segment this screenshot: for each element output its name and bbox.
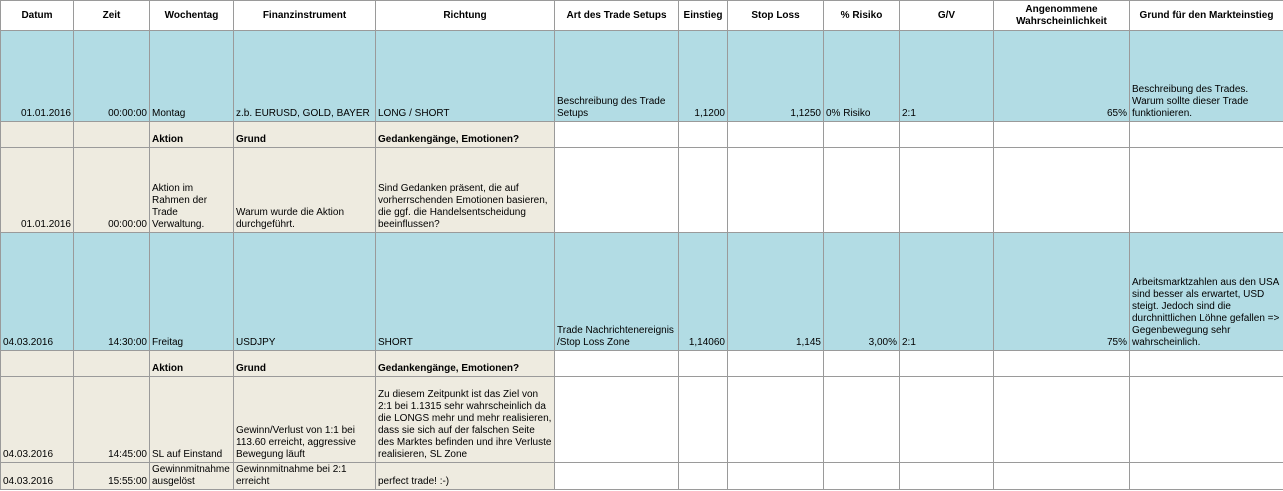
cell-gv[interactable]: 2:1: [900, 233, 994, 351]
cell-stop-loss[interactable]: 1,1250: [728, 31, 824, 122]
cell-wochentag[interactable]: Montag: [150, 31, 234, 122]
subheader-row: [1, 351, 1283, 377]
cell-grund[interactable]: Gewinn/Verlust von 1:1 bei 113.60 erreicht, aggressive Bewegung läuft: [234, 377, 376, 463]
cell-gedanken[interactable]: perfect trade! :-): [376, 463, 555, 490]
cell-empty[interactable]: [824, 351, 900, 377]
cell-datum[interactable]: 04.03.2016: [1, 377, 74, 463]
cell-empty[interactable]: [994, 377, 1130, 463]
cell-empty[interactable]: [900, 463, 994, 490]
header-setup[interactable]: Art des Trade Setups: [555, 1, 679, 31]
cell-empty[interactable]: [900, 148, 994, 233]
cell-datum[interactable]: 04.03.2016: [1, 233, 74, 351]
subheader-aktion[interactable]: Aktion: [150, 122, 234, 148]
action-row: [1, 463, 1283, 490]
cell-zeit[interactable]: 00:00:00: [74, 148, 150, 233]
cell-empty[interactable]: [1, 122, 74, 148]
subheader-grund[interactable]: Grund: [234, 351, 376, 377]
cell-stop-loss[interactable]: 1,145: [728, 233, 824, 351]
header-stop-loss[interactable]: Stop Loss: [728, 1, 824, 31]
cell-wahrscheinlichkeit[interactable]: 75%: [994, 233, 1130, 351]
cell-datum[interactable]: 04.03.2016: [1, 463, 74, 490]
cell-empty[interactable]: [555, 122, 679, 148]
cell-zeit[interactable]: 00:00:00: [74, 31, 150, 122]
cell-einstieg[interactable]: 1,1200: [679, 31, 728, 122]
header-richtung[interactable]: Richtung: [376, 1, 555, 31]
cell-risiko[interactable]: 0% Risiko: [824, 31, 900, 122]
cell-empty[interactable]: [728, 377, 824, 463]
cell-aktion[interactable]: SL auf Einstand: [150, 377, 234, 463]
header-wahrscheinlichkeit[interactable]: Angenommene Wahrscheinlichkeit: [994, 1, 1130, 31]
header-finanzinstrument[interactable]: Finanzinstrument: [234, 1, 376, 31]
cell-setup[interactable]: Beschreibung des Trade Setups: [555, 31, 679, 122]
trade-row: [1, 233, 1283, 351]
cell-zeit[interactable]: 15:55:00: [74, 463, 150, 490]
header-gv[interactable]: G/V: [900, 1, 994, 31]
header-zeit[interactable]: Zeit: [74, 1, 150, 31]
cell-empty[interactable]: [728, 122, 824, 148]
cell-empty[interactable]: [728, 148, 824, 233]
cell-empty[interactable]: [1130, 377, 1283, 463]
trade-row: [1, 31, 1283, 122]
cell-empty[interactable]: [1130, 122, 1283, 148]
header-wochentag[interactable]: Wochentag: [150, 1, 234, 31]
cell-empty[interactable]: [1130, 351, 1283, 377]
header-risiko[interactable]: % Risiko: [824, 1, 900, 31]
cell-empty[interactable]: [679, 377, 728, 463]
cell-empty[interactable]: [74, 351, 150, 377]
cell-empty[interactable]: [824, 148, 900, 233]
cell-richtung[interactable]: SHORT: [376, 233, 555, 351]
cell-grund[interactable]: Beschreibung des Trades. Warum sollte dieser Trade funktionieren.: [1130, 31, 1283, 122]
cell-gv[interactable]: 2:1: [900, 31, 994, 122]
cell-empty[interactable]: [824, 377, 900, 463]
subheader-grund[interactable]: Grund: [234, 122, 376, 148]
cell-empty[interactable]: [900, 122, 994, 148]
cell-empty[interactable]: [1130, 463, 1283, 490]
action-row: [1, 377, 1283, 463]
cell-gedanken[interactable]: Zu diesem Zeitpunkt ist das Ziel von 2:1 bei 1.1315 sehr wahrscheinlich da die LONGS mehr und mehr realisieren, dass sie sich auf der falschen Seite des Marktes befinden und ihre Verluste realisieren, SL Zone: [376, 377, 555, 463]
cell-wochentag[interactable]: Freitag: [150, 233, 234, 351]
cell-empty[interactable]: [1, 351, 74, 377]
cell-empty[interactable]: [994, 122, 1130, 148]
cell-einstieg[interactable]: 1,14060: [679, 233, 728, 351]
cell-datum[interactable]: 01.01.2016: [1, 31, 74, 122]
cell-empty[interactable]: [728, 463, 824, 490]
cell-empty[interactable]: [728, 351, 824, 377]
cell-empty[interactable]: [679, 122, 728, 148]
subheader-row: [1, 122, 1283, 148]
cell-grund[interactable]: Arbeitsmarktzahlen aus den USA sind besser als erwartet, USD steigt. Jedoch sind die durchnittlichen Löhne gefallen => Gegenbewegung sehr wahrscheinlich.: [1130, 233, 1283, 351]
cell-instrument[interactable]: z.b. EURUSD, GOLD, BAYER: [234, 31, 376, 122]
cell-zeit[interactable]: 14:30:00: [74, 233, 150, 351]
cell-empty[interactable]: [74, 122, 150, 148]
cell-empty[interactable]: [555, 463, 679, 490]
cell-empty[interactable]: [679, 463, 728, 490]
cell-aktion[interactable]: Gewinnmitnahme ausgelöst: [150, 463, 234, 490]
cell-datum[interactable]: 01.01.2016: [1, 148, 74, 233]
action-row: [1, 148, 1283, 233]
cell-empty[interactable]: [824, 122, 900, 148]
cell-empty[interactable]: [1130, 148, 1283, 233]
cell-empty[interactable]: [555, 377, 679, 463]
cell-aktion[interactable]: Aktion im Rahmen der Trade Verwaltung.: [150, 148, 234, 233]
header-row: [1, 1, 1283, 31]
header-einstieg[interactable]: Einstieg: [679, 1, 728, 31]
cell-grund[interactable]: Gewinnmitnahme bei 2:1 erreicht: [234, 463, 376, 490]
cell-gedanken[interactable]: Sind Gedanken präsent, die auf vorherrschenden Emotionen basieren, die ggf. die Handelsentscheidung beeinflussen?: [376, 148, 555, 233]
cell-zeit[interactable]: 14:45:00: [74, 377, 150, 463]
cell-empty[interactable]: [679, 148, 728, 233]
cell-empty[interactable]: [900, 351, 994, 377]
subheader-aktion[interactable]: Aktion: [150, 351, 234, 377]
subheader-gedanken[interactable]: Gedankengänge, Emotionen?: [376, 122, 555, 148]
header-datum[interactable]: Datum: [1, 1, 74, 31]
cell-richtung[interactable]: LONG / SHORT: [376, 31, 555, 122]
header-grund[interactable]: Grund für den Markteinstieg: [1130, 1, 1283, 31]
cell-grund[interactable]: Warum wurde die Aktion durchgeführt.: [234, 148, 376, 233]
cell-empty[interactable]: [994, 351, 1130, 377]
cell-empty[interactable]: [994, 148, 1130, 233]
cell-empty[interactable]: [824, 463, 900, 490]
subheader-gedanken[interactable]: Gedankengänge, Emotionen?: [376, 351, 555, 377]
cell-empty[interactable]: [994, 463, 1130, 490]
cell-risiko[interactable]: 3,00%: [824, 233, 900, 351]
cell-empty[interactable]: [900, 377, 994, 463]
cell-empty[interactable]: [555, 148, 679, 233]
cell-empty[interactable]: [679, 351, 728, 377]
cell-wahrscheinlichkeit[interactable]: 65%: [994, 31, 1130, 122]
cell-instrument[interactable]: USDJPY: [234, 233, 376, 351]
cell-empty[interactable]: [555, 351, 679, 377]
cell-setup[interactable]: Trade Nachrichtenereignis /Stop Loss Zone: [555, 233, 679, 351]
